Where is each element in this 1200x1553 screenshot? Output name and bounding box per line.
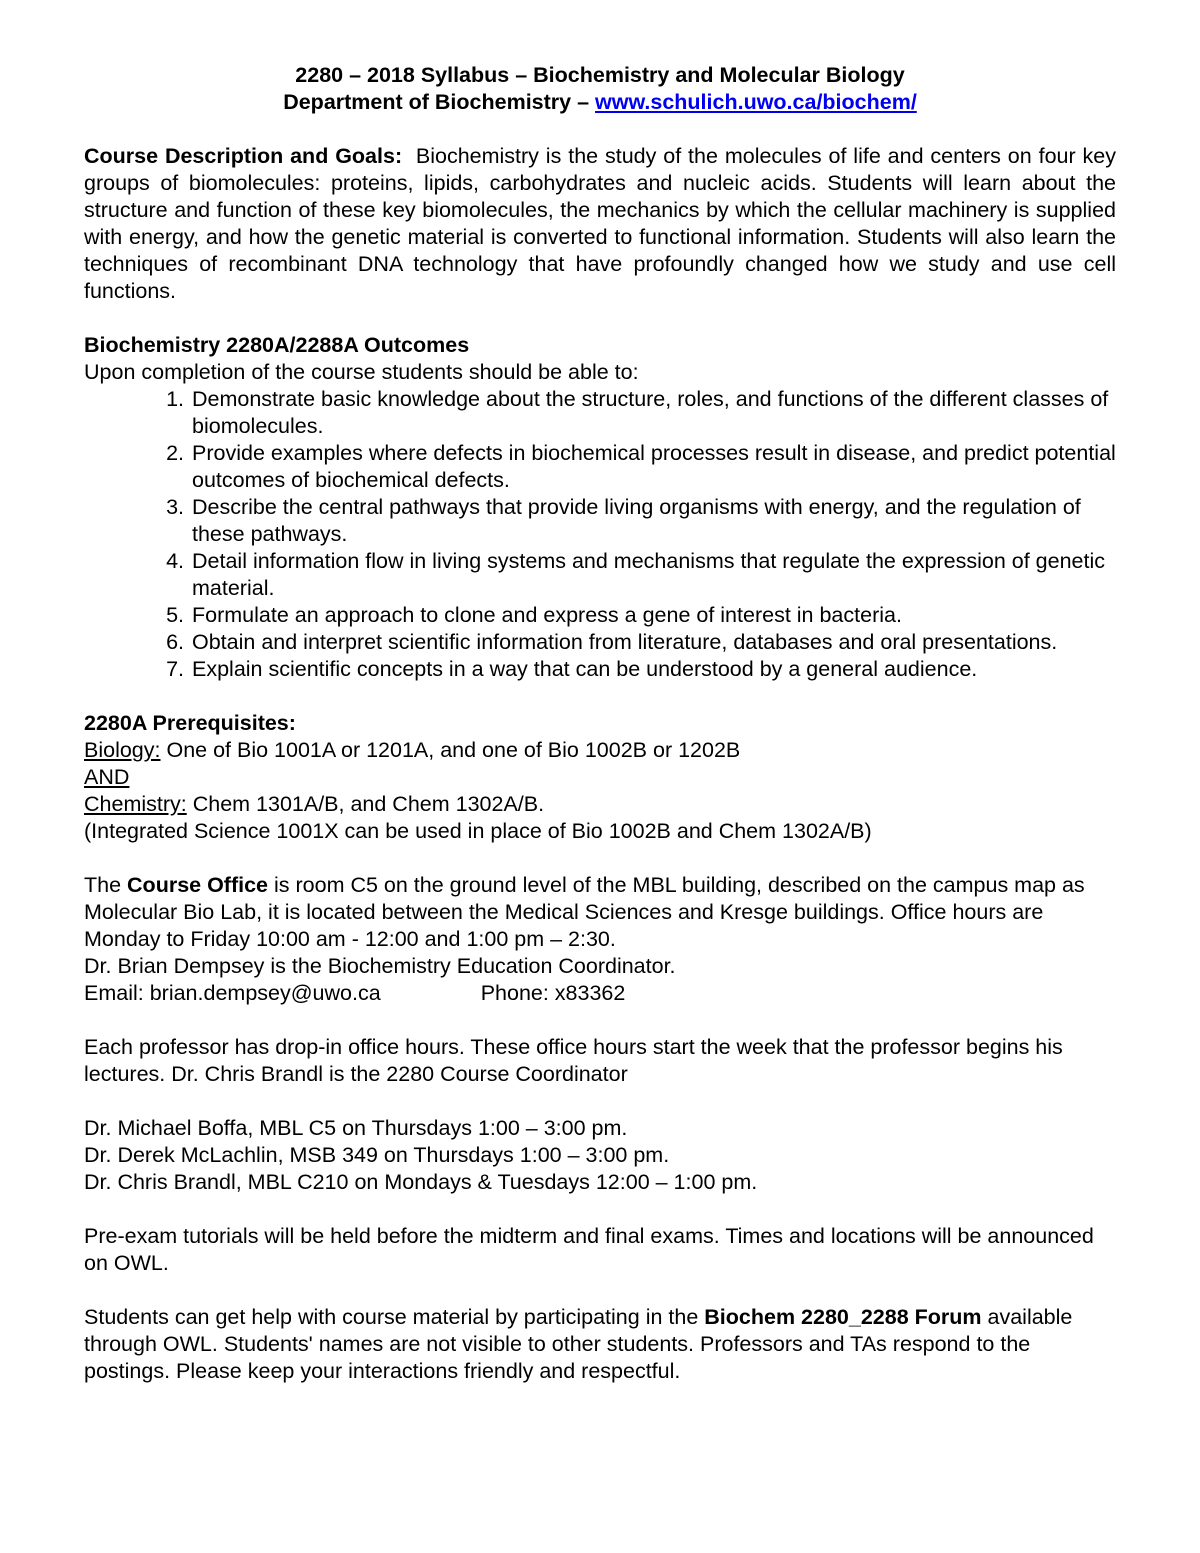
description-label: Course Description and Goals: — [84, 144, 403, 168]
chemistry-text: Chem 1301A/B, and Chem 1302A/B. — [186, 792, 545, 816]
coordinator-line: Dr. Brian Dempsey is the Biochemistry Education Coordinator. — [84, 954, 676, 978]
outcome-item: 4. Detail information flow in living systems and mechanisms that regulate the expression of genetic material. — [190, 548, 1116, 602]
forum-post: available through OWL. Students' names are not visible to other students. Professors and TAs respond to the postings. Please keep your interactions friendly and respectful. — [84, 1305, 1073, 1383]
office-description: is room C5 on the ground level of the MBL building, described on the campus map as Molecular Bio Lab, it is located between the Medical Sciences and Kresge buildings. Office hours are Monday to Friday 10:00 am - 12:00 and 1:00 pm – 2:30. — [84, 873, 1085, 951]
course-office-label: Course Office — [127, 873, 269, 897]
department-link[interactable]: www.schulich.uwo.ca/biochem/ — [595, 90, 917, 114]
course-office-section — [84, 872, 1116, 1007]
prereq-note: (Integrated Science 1001X can be used in place of Bio 1002B and Chem 1302A/B) — [84, 819, 872, 843]
outcomes-heading: Biochemistry 2280A/2288A Outcomes — [84, 333, 470, 357]
chemistry-label: Chemistry: — [84, 792, 187, 816]
professor-hours-item: Dr. Derek McLachlin, MSB 349 on Thursdays 1:00 – 3:00 pm. — [84, 1143, 670, 1167]
outcome-item: 2. Provide examples where defects in biochemical processes result in disease, and predict potential outcomes of biochemical defects. — [190, 440, 1116, 494]
outcome-item: 3. Describe the central pathways that provide living organisms with energy, and the regulation of these pathways. — [190, 494, 1116, 548]
outcome-item: 7. Explain scientific concepts in a way that can be understood by a general audience. — [190, 656, 1116, 683]
forum-paragraph — [84, 1304, 1116, 1385]
outcome-item: 5. Formulate an approach to clone and express a gene of interest in bacteria. — [190, 602, 1116, 629]
outcomes-section — [84, 332, 1116, 683]
forum-name: Biochem 2280_2288 Forum — [704, 1305, 982, 1329]
outcome-item: 1. Demonstrate basic knowledge about the structure, roles, and functions of the different classes of biomolecules. — [190, 386, 1116, 440]
outcome-item: 6. Obtain and interpret scientific information from literature, databases and oral presentations. — [190, 629, 1116, 656]
biology-text: One of Bio 1001A or 1201A, and one of Bio 1002B or 1202B — [160, 738, 741, 762]
professors-intro: Each professor has drop-in office hours. These office hours start the week that the professor begins his lectures. Dr. Chris Brandl is the 2280 Course Coordinator — [84, 1035, 1063, 1086]
description-text: Biochemistry is the study of the molecules of life and centers on four key groups of biomolecules: proteins, lipids, carbohydrates and nucleic acids. Students will learn about the structure and function of these key biomolecules, the mechanics by which the cellular machinery is supplied with energy, and how the genetic material is converted to functional information. Students will also learn the techniques of recombinant DNA technology that have profoundly changed how we study and use cell functions. — [84, 144, 1116, 303]
biology-label: Biology: — [84, 738, 161, 762]
outcomes-list — [84, 386, 1116, 683]
outcomes-intro: Upon completion of the course students should be able to: — [84, 360, 639, 384]
professor-hours-item: Dr. Michael Boffa, MBL C5 on Thursdays 1:00 – 3:00 pm. — [84, 1116, 628, 1140]
professor-hours-list — [84, 1115, 1116, 1196]
prereq-biology — [84, 737, 1116, 764]
contact-line — [84, 980, 1116, 1007]
professor-hours-item: Dr. Chris Brandl, MBL C210 on Mondays & Tuesdays 12:00 – 1:00 pm. — [84, 1170, 758, 1194]
document-title — [84, 62, 1116, 116]
tutorials-paragraph: Pre-exam tutorials will be held before the midterm and final exams. Times and locations will be announced on OWL. — [84, 1224, 1094, 1275]
course-office-text — [84, 872, 1116, 953]
office-pre: The — [84, 873, 128, 897]
email-text: Email: brian.dempsey@uwo.ca — [84, 981, 381, 1005]
course-title: 2280 – 2018 Syllabus – Biochemistry and Molecular Biology — [295, 63, 905, 87]
department-line — [84, 89, 1116, 116]
prereq-heading: 2280A Prerequisites: — [84, 711, 296, 735]
prerequisites-section — [84, 710, 1116, 845]
prereq-chemistry — [84, 791, 1116, 818]
phone-text: Phone: x83362 — [480, 981, 626, 1005]
prereq-and: AND — [84, 765, 130, 789]
forum-pre: Students can get help with course material by participating in the — [84, 1305, 705, 1329]
department-label: Department of Biochemistry – — [283, 90, 596, 114]
course-description — [84, 143, 1116, 305]
